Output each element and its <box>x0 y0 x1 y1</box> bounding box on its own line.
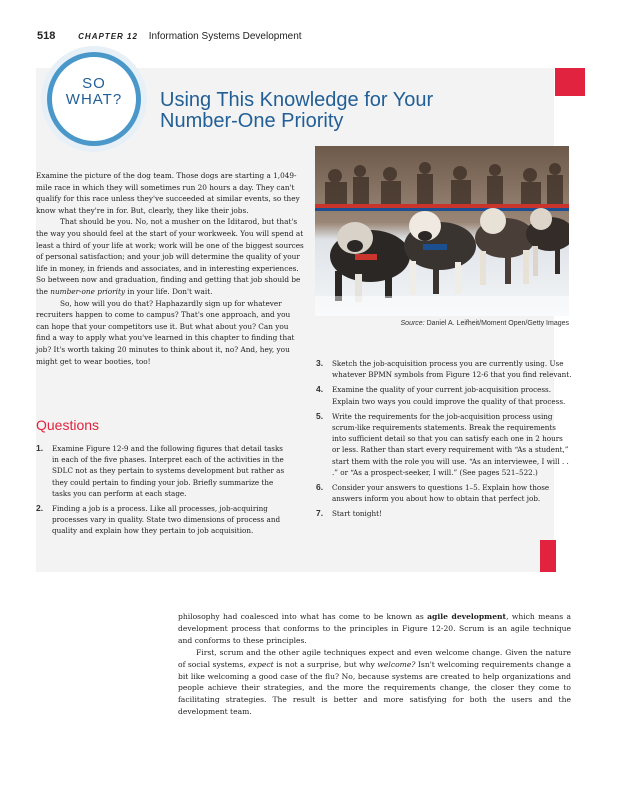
body-p2-italic-1: expect <box>248 659 274 669</box>
intro-text <box>36 170 304 367</box>
body-text <box>178 611 571 718</box>
body-p1-before: philosophy had coalesced into what has come to be known as <box>178 612 428 621</box>
question-number: 4. <box>316 384 324 395</box>
body-p2-italic-2: welcome? <box>377 659 416 669</box>
page-header <box>37 30 302 42</box>
body-paragraph-1 <box>178 611 571 647</box>
questions-heading: Questions <box>36 417 100 433</box>
badge-line-2: WHAT? <box>65 91 123 108</box>
questions-list-left <box>36 443 292 541</box>
question-item <box>316 411 572 478</box>
question-number: 7. <box>316 508 324 519</box>
title-line-1: Using This Knowledge for Your <box>160 89 434 111</box>
question-text: Examine the quality of your current job-acquisition process. Explain two ways you could improve the quality of that process. <box>332 385 566 406</box>
question-item <box>36 443 292 499</box>
body-p1-bold: agile development <box>427 612 507 621</box>
chapter-label: CHAPTER 12 <box>78 32 138 41</box>
red-accent-top <box>555 68 585 96</box>
question-item <box>36 503 292 537</box>
body-paragraph-2 <box>178 647 571 718</box>
question-text: Start tonight! <box>332 509 382 519</box>
questions-list-right <box>316 358 572 524</box>
question-text: Write the requirements for the job-acquisition process using scrum-like requirements statements. Break the requirements into sufficient detail so that you can satisfy each one in 2 hours or less. Rather than start every requirement with “As a student,” start them with the role you will use. “As an interviewee, I will . . .” or “As a prospect-seeker, I will.” (See pages 521–522.) <box>332 411 569 477</box>
photo-credit <box>315 320 569 327</box>
title-line-2: Number-One Priority <box>160 110 344 132</box>
intro-p2-italic: number-one priority <box>50 286 126 296</box>
body-p2-a: First, scrum and the other agile techniques expect and even welcome change. Given the nature of social systems, <box>178 647 571 669</box>
question-text: Examine Figure 12-9 and the following figures that detail tasks in each of the five phases. Interpret each of the activities in the SDLC not as they pertain to systems development but rather as they could pertain to finding your job. Briefly summarize the tasks you can perform at each stage. <box>52 444 285 498</box>
dog-team-photo <box>315 146 569 316</box>
intro-paragraph-1: Examine the picture of the dog team. Those dogs are starting a 1,049-mile race in which they will sometimes run 20 hours a day. They can't qualify for this race unless they've succeeded at similar events, so they know what they're in for. But, clearly, they like their jobs. <box>36 171 300 215</box>
body-p1-after: , which means a development process that conforms to the principles in Figure 12-20. Scrum is an agile technique and conforms to these principles. <box>178 612 571 645</box>
question-item <box>316 384 572 406</box>
page-number: 518 <box>37 30 56 42</box>
question-item <box>316 482 572 504</box>
so-what-badge-text <box>47 76 141 108</box>
intro-paragraph-2 <box>36 216 304 297</box>
body-p2-b: is not a surprise, but why <box>273 659 378 669</box>
red-accent-bottom <box>540 540 556 572</box>
question-item <box>316 508 572 519</box>
question-text: Finding a job is a process. Like all processes, job-acquiring processes vary in quality. State two dimensions of process and quality and explain how they pertain to job acquisition. <box>52 504 281 536</box>
intro-paragraph-3: So, how will you do that? Haphazardly sign up for whatever recruiters happen to come to campus? That's one approach, and you can hope that your competitors use it. But what about you? Can you find a way to apply what you've learned in this chapter to finding that job? It's worth taking 20 minutes to think about it, no? And, hey, you might get to wear booties, too! <box>36 298 295 366</box>
question-text: Sketch the job-acquisition process you are currently using. Use whatever BPMN symbols from Figure 12-6 that you find relevant. <box>332 359 572 380</box>
feature-title <box>160 90 460 132</box>
question-item <box>316 358 572 380</box>
chapter-title: Information Systems Development <box>148 31 302 42</box>
photo-credit-text: Daniel A. Leifheit/Moment Open/Getty Images <box>424 320 569 327</box>
question-number: 2. <box>36 503 44 514</box>
photo-credit-source: Source: <box>400 320 425 327</box>
question-number: 1. <box>36 443 44 453</box>
question-text: Consider your answers to questions 1–5. Explain how those answers inform you about how to obtain that perfect job. <box>332 483 550 504</box>
body-p2-c: Isn't welcoming requirements change a bit like welcoming a good case of the flu? No, because systems are created to help organizations and people achieve their strategies, and the more the requirements change, the closer they come to facilitating strategies. The result is better and more satisfying for both the users and the development team. <box>178 659 572 717</box>
question-number: 5. <box>316 410 324 421</box>
question-number: 3. <box>316 358 324 368</box>
question-number: 6. <box>316 482 324 493</box>
intro-p2-before: That should be you. No, not a musher on the Iditarod, but that's the way you should feel at the start of your workweek. You will spend at least a third of your life at work; work will be one of the biggest sources of personal satisfaction; and your job will determine the quality of your life in money, in friends and associates, and in interesting experiences. So between now and graduation, finding and getting that job should be the <box>36 217 304 296</box>
intro-p2-after: in your life. Don't wait. <box>125 286 213 296</box>
badge-line-1: SO <box>82 75 106 92</box>
